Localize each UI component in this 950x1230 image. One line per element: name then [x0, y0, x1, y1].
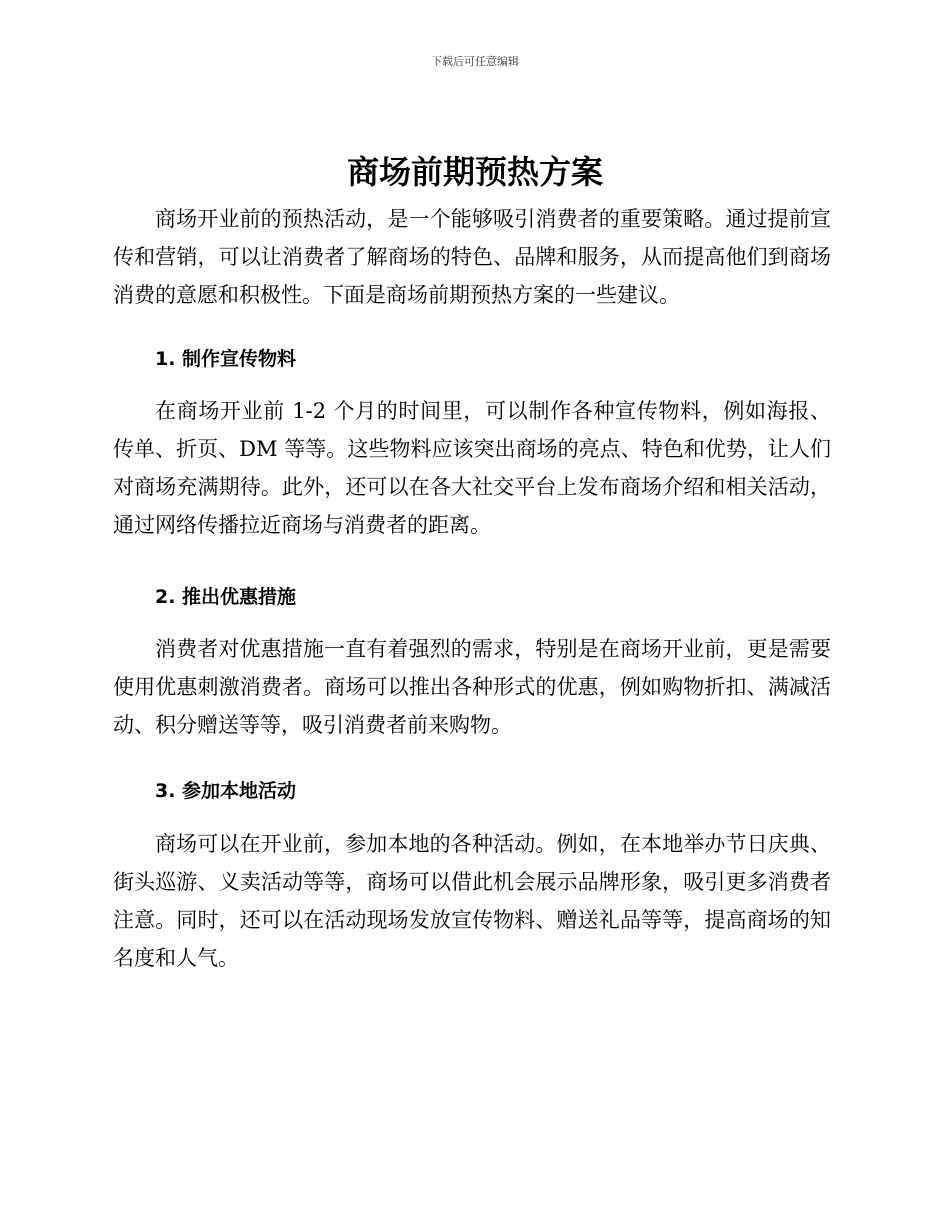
section-heading-3: 3. 参加本地活动 [155, 780, 297, 802]
intro-paragraph: 商场开业前的预热活动，是一个能够吸引消费者的重要策略。通过提前宣传和营销，可以让消费者了解商场的特色、品牌和服务，从而提高他们到商场消费的意愿和积极性。下面是商场前期预热方案的一些建议。 [113, 207, 831, 307]
section-heading-2: 2. 推出优惠措施 [155, 586, 297, 608]
section-body-3: 商场可以在开业前，参加本地的各种活动。例如，在本地举办节日庆典、街头巡游、义卖活动等等，商场可以借此机会展示品牌形象，吸引更多消费者注意。同时，还可以在活动现场发放宣传物料、赠送礼品等等，提高商场的知名度和人气。 [113, 832, 831, 970]
document-title: 商场前期预热方案 [346, 153, 603, 191]
section-body-1: 在商场开业前 1-2 个月的时间里，可以制作各种宣传物料，例如海报、传单、折页、DM 等等。这些物料应该突出商场的亮点、特色和优势，让人们对商场充满期待。此外，还可以在各大社交平台上发布商场介绍和相关活动，通过网络传播拉近商场与消费者的距离。 [113, 399, 831, 537]
section-body-2: 消费者对优惠措施一直有着强烈的需求，特别是在商场开业前，更是需要使用优惠刺激消费者。商场可以推出各种形式的优惠，例如购物折扣、满减活动、积分赠送等等，吸引消费者前来购物。 [113, 637, 831, 737]
header-note: 下载后可任意编辑 [431, 55, 519, 68]
section-heading-1: 1. 制作宣传物料 [155, 348, 297, 370]
